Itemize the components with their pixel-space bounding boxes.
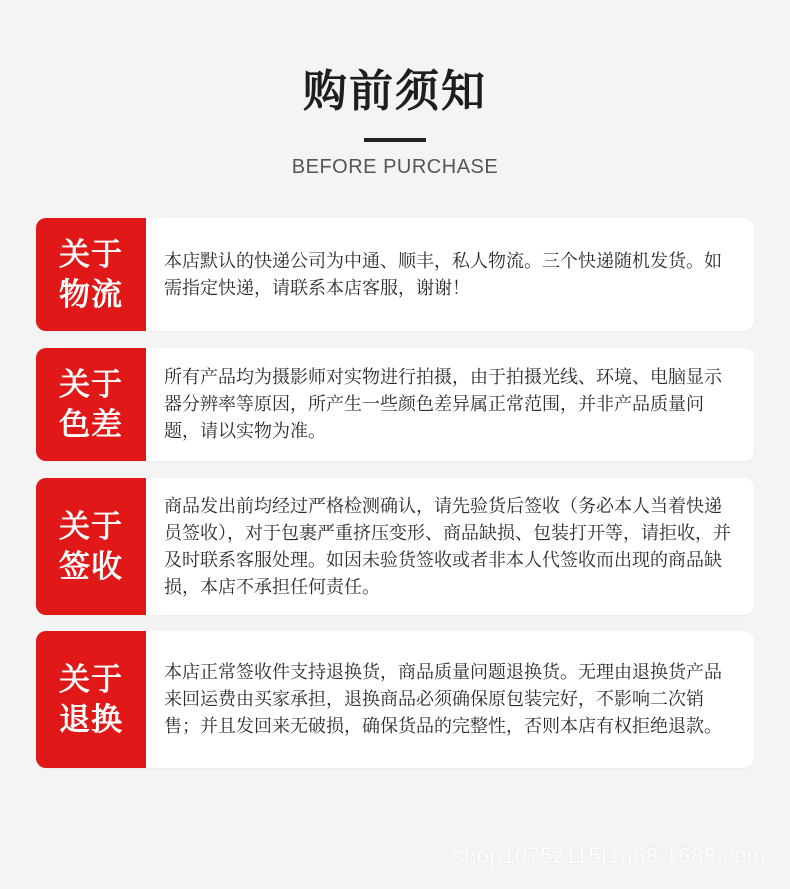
title-underline [364,138,426,142]
shop-watermark: shop1075z115t1g68.1688.com [452,843,766,868]
label-line-2: 物流 [59,276,123,313]
page-title: 购前须知 [303,66,487,117]
label-line-1: 关于 [59,366,123,403]
label-line-1: 关于 [59,661,123,698]
label-line-2: 退换 [59,701,123,738]
label-line-1: 关于 [59,236,123,273]
notice-text-color-difference [164,348,736,461]
page-header [0,62,790,179]
label-line-2: 签收 [59,548,123,585]
notice-text-returns [164,631,736,768]
page-subtitle: BEFORE PURCHASE [291,156,499,178]
notice-label-color-difference [36,348,146,461]
notice-paragraph: 商品发出前均经过严格检测确认，请先验货后签收（务必本人当着快递员签收），对于包裹严重挤压变形、商品缺损、包装打开等，请拒收，并及时联系客服处理。如因未验货签收或者非本人代签收而出现的商品缺损，本店不承担任何责任。 [164,495,731,598]
notice-label-signing [36,478,146,615]
label-line-2: 色差 [59,406,123,443]
label-line-1: 关于 [59,508,123,545]
notice-label-logistics [36,218,146,331]
notice-paragraph: 本店默认的快递公司为中通、顺丰，私人物流。三个快递随机发货。如需指定快递，请联系本店客服，谢谢！ [164,250,722,299]
notice-card-color-difference [36,348,754,461]
notice-card-signing [36,478,754,615]
notice-label-returns [36,631,146,768]
notice-paragraph: 所有产品均为摄影师对实物进行拍摄，由于拍摄光线、环境、电脑显示器分辨率等原因，所产生一些颜色差异属正常范围，并非产品质量问题，请以实物为准。 [164,367,722,442]
notice-card-returns [36,631,754,768]
notice-text-logistics [164,218,736,331]
notice-paragraph: 本店正常签收件支持退换货，商品质量问题退换货。无理由退换货产品来回运费由买家承担，退换商品必须确保原包装完好，不影响二次销售；并且发回来无破损，确保货品的完整性，否则本店有权拒绝退款。 [164,662,722,737]
notice-card-logistics [36,218,754,331]
notice-text-signing [164,478,736,615]
